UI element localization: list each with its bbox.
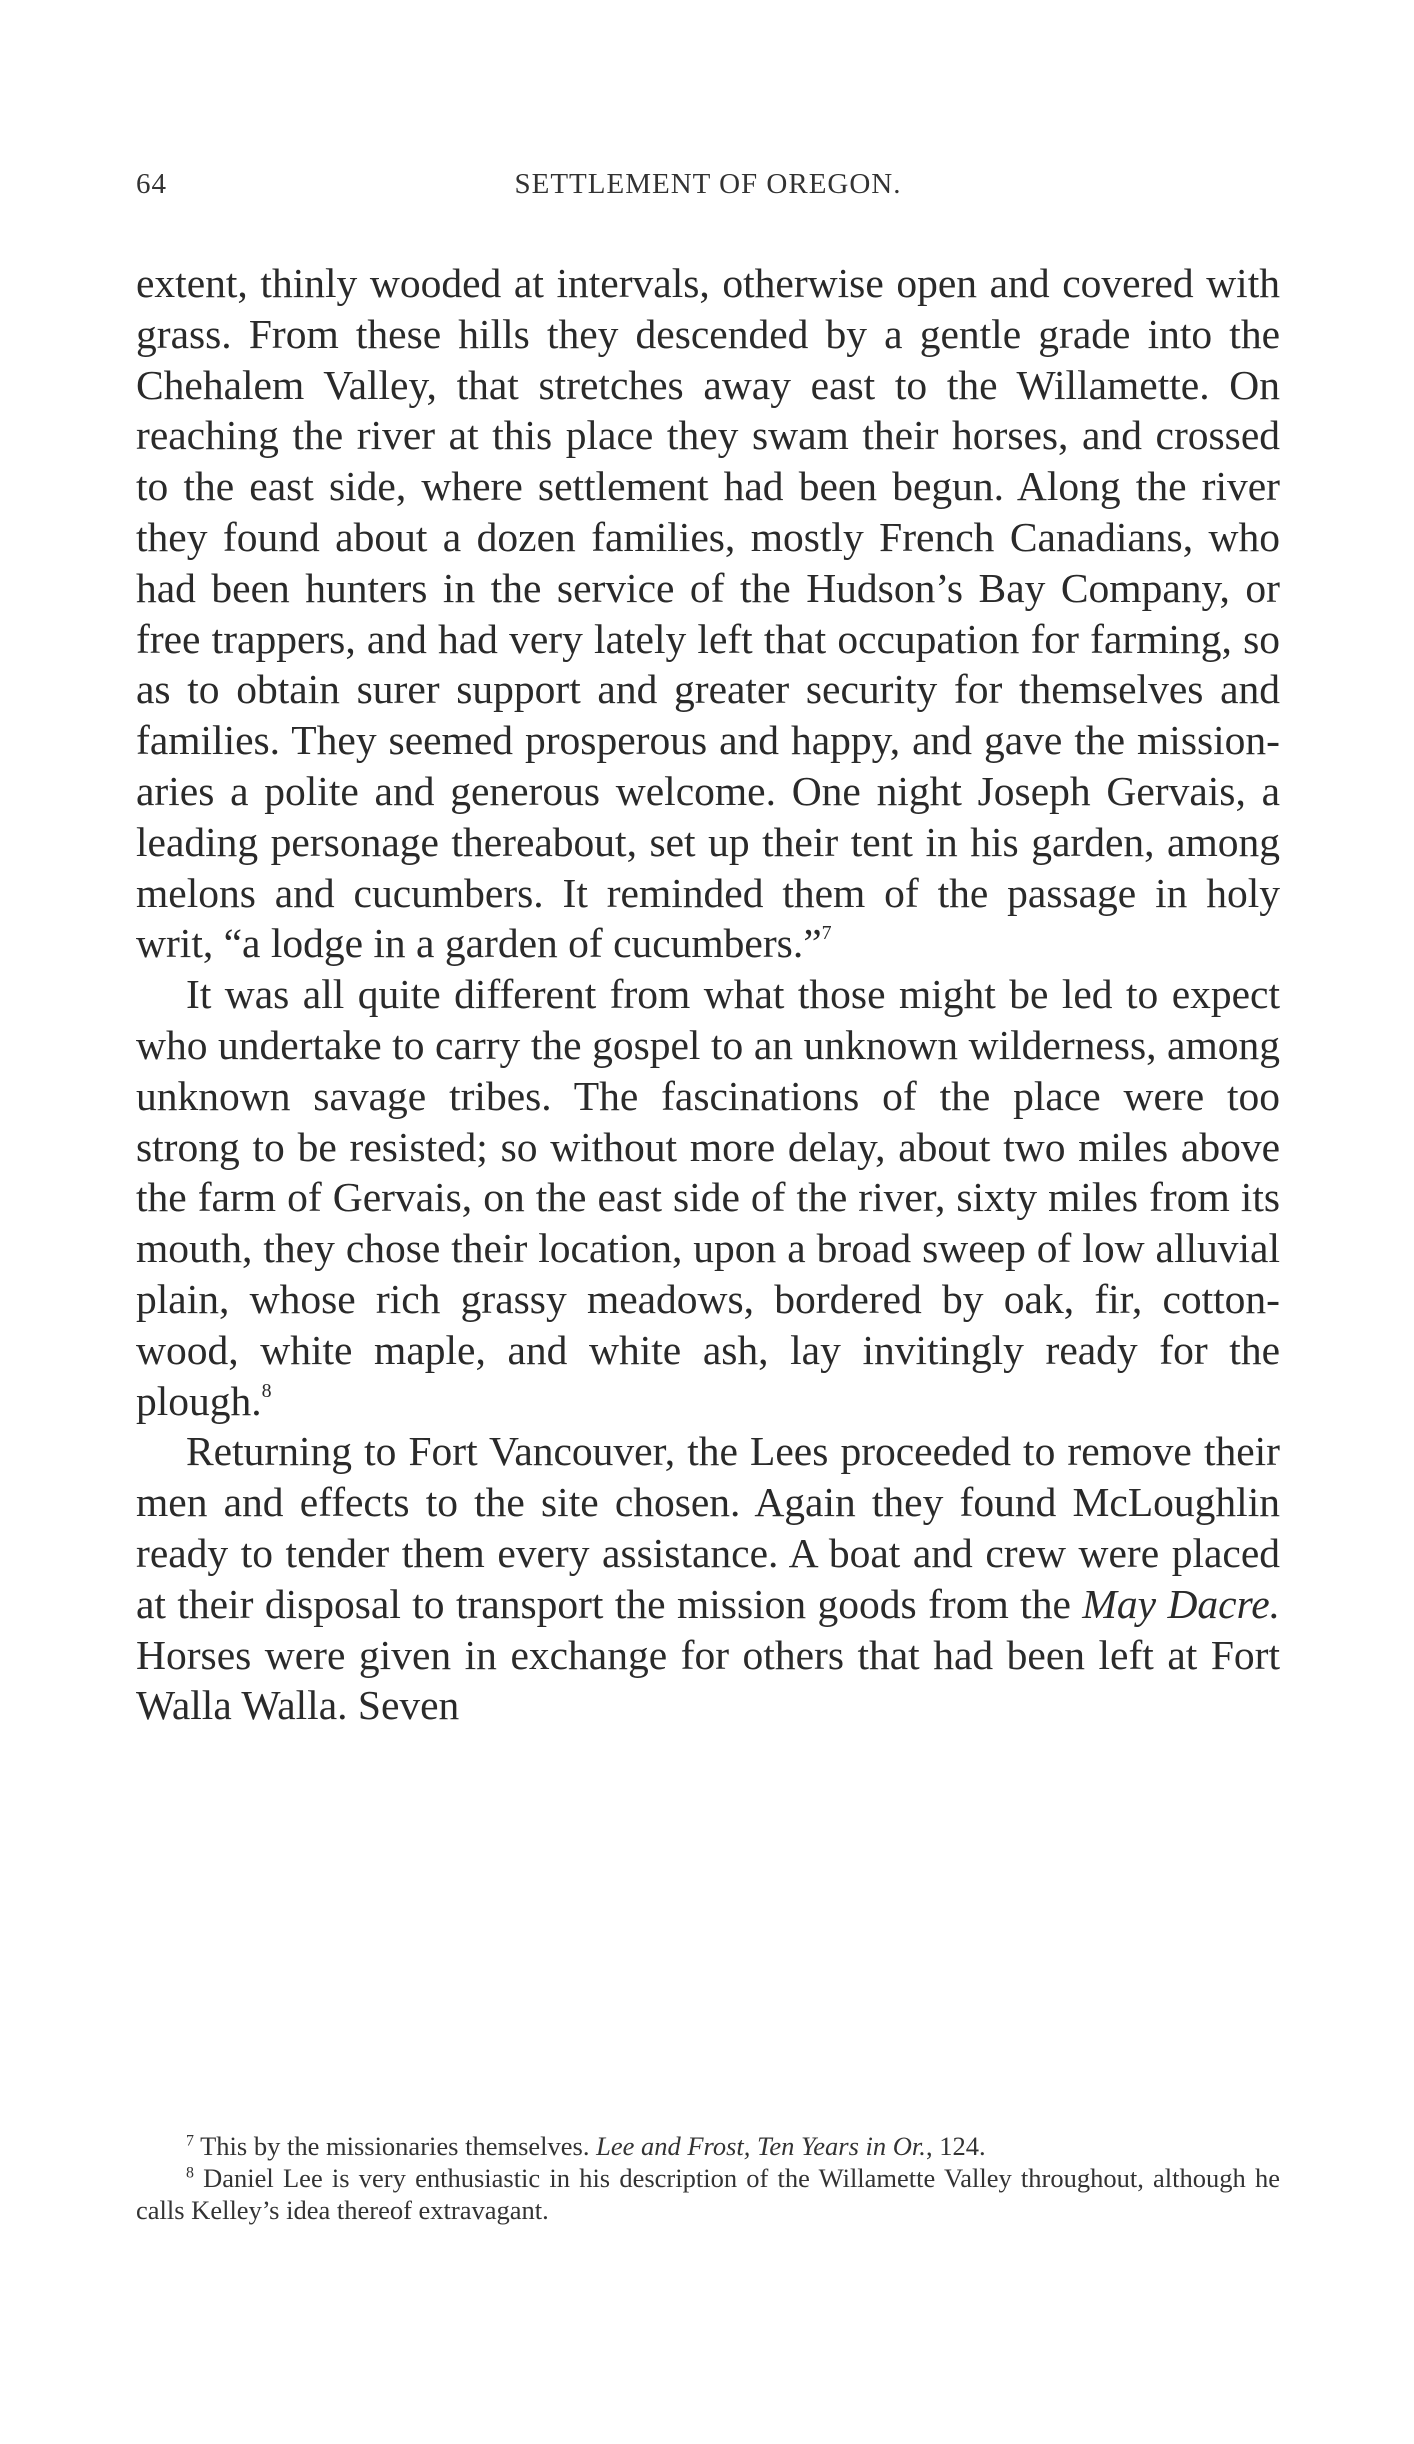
page-number: 64 [136,168,167,200]
footnote-7-page: , 124. [925,2131,986,2161]
footnote-ref-7: 7 [821,922,832,945]
paragraph-1-text: extent, thinly wooded at intervals, otherwise open and covered with grass. From these hills they descended by a gentle grade into the Chehalem Valley, that stretches away east to the Willamette. On reaching the river at this place they swam their horses, and crossed to the east side, where settlement had been begun. Along the river they found about a dozen families, mostly French Canadians, who had been hunters in the service of the Hudson’s Bay Company, or free trappers, and had very lately left that occupation for farming, so as to obtain surer support and greater security for themselves and families. They seemed prosperous and happy, and gave the missionaries a polite and generous welcome. One night Joseph Gervais, a leading personage thereabout, set up their tent in his garden, among melons and cucumbers. It reminded them of the passage in holy writ, “a lodge in a garden of cucumbers.” [136,260,1280,967]
footnotes [136,2130,1280,2226]
footnote-8 [136,2162,1280,2226]
footnote-7 [136,2130,1280,2162]
paragraph-3 [136,1426,1280,1731]
footnote-ref-8: 8 [261,1379,272,1402]
ship-name: May Dacre. [1082,1580,1280,1627]
footnote-7-text: This by the missionaries themselves. [200,2131,590,2161]
footnote-8-mark: 8 [186,2164,194,2182]
paragraph-2-text: It was all quite different from what those might be led to expect who undertake to carry the gospel to an unknown wilderness, among unknown savage tribes. The fascinations of the place were too strong to be resisted; so without more delay, about two miles above the farm of Gervais, on the east side of the river, sixty miles from its mouth, they chose their location, upon a broad sweep of low alluvial plain, whose rich grassy meadows, bordered by oak, fir, cotton-wood, white maple, and white ash, lay invitingly ready for the plough. [136,971,1280,1424]
paragraph-3-text-before: Returning to Fort Vancouver, the Lees proceeded to remove their men and effects to the site chosen. Again they found McLoughlin ready to tender them every assistance. A boat and crew were placed at their disposal to transport the mission goods from the [136,1428,1280,1627]
body-text [136,258,1280,1731]
footnote-8-text: Daniel Lee is very enthusiastic in his description of the Willamette Valley throughout, although he calls Kelley’s idea thereof extravagant. [136,2163,1280,2225]
running-title: SETTLEMENT OF OREGON. [514,168,902,200]
footnote-7-mark: 7 [186,2132,194,2150]
paragraph-1 [136,258,1280,969]
paragraph-3-text-after: Horses were given in exchange for others that had been left at Fort Walla Walla. Seven [136,1631,1280,1729]
footnote-7-citation: Lee and Frost, Ten Years in Or. [596,2131,926,2161]
running-head [136,168,1280,208]
paragraph-2 [136,969,1280,1426]
